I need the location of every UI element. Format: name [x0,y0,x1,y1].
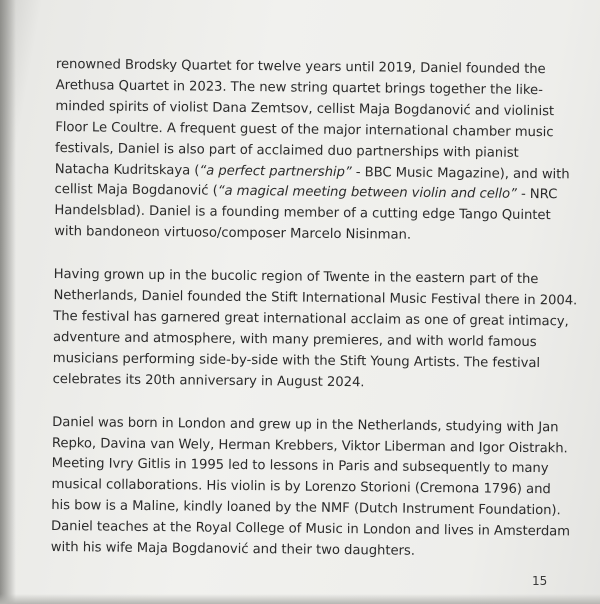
text-segment: Natacha Kudritskaya ( [54,161,200,179]
text-segment: Handelsblad). Daniel is a founding member of a cutting edge Tango Quintet [54,203,551,224]
text-segment: renowned Brodsky Quartet for twelve years until 2019, Daniel founded the [55,56,546,78]
text-segment: his bow is a Maline, kindly loaned by the NMF (Dutch Instrument Foundation). [51,498,561,519]
text-segment: musicians performing side-by-side with the Stift Young Artists. The festival [52,350,541,371]
italic-quote: “a magical meeting between violin and cello” [217,184,517,203]
text-segment: with his wife Maja Bogdanović and their two daughters. [50,540,415,559]
text-segment: musical collaborations. His violin is by Lorenzo Storioni (Cremona 1796) and [51,477,551,498]
text-segment: celebrates its 20th anniversary in August 2024. [52,371,365,390]
paragraph [54,55,576,249]
page-binding-shadow [0,0,16,604]
text-segment: Having grown up in the bucolic region of Twente in the eastern part of the [53,267,539,288]
text-segment: with bandoneon virtuoso/composer Marcelo Nisinman. [54,224,412,243]
biography-text [50,55,578,586]
page-bottom-shadow [0,594,600,604]
text-segment: Netherlands, Daniel founded the Stift International Music Festival there in 2004. [53,288,578,309]
text-segment: Daniel teaches at the Royal College of Music in London and lives in Amsterdam [50,519,571,540]
text-segment: - BBC Music Magazine), and with [351,164,570,182]
text-segment: Meeting Ivry Gitlis in 1995 led to lessons in Paris and subsequently to many [51,456,549,477]
text-segment: adventure and atmosphere, with many premieres, and with world famous [52,329,537,350]
italic-quote: “a perfect partnership” [199,163,352,180]
paragraph [52,265,578,396]
text-segment: Repko, Davina van Wely, Herman Krebbers, Viktor Liberman and Igor Oistrakh. [51,435,568,456]
paragraph [51,413,573,565]
text-segment: The festival has garnered great international acclaim as one of great intimacy, [53,308,569,330]
page-number: 15 [532,574,548,588]
text-segment: festivals, Daniel is also part of acclaimed duo partnerships with pianist [54,140,519,161]
text-segment: cellist Maja Bogdanović ( [54,182,218,200]
text-segment: Daniel was born in London and grew up in the Netherlands, studying with Jan [52,414,559,435]
text-segment: Arethusa Quartet in 2023. The new string quartet brings together the like- [55,77,543,99]
text-segment: Floor Le Coultre. A frequent guest of the major international chamber music [55,119,554,140]
text-segment: minded spirits of violist Dana Zemtsov, cellist Maja Bogdanović and violinist [55,98,555,120]
text-segment: - NRC [516,187,558,203]
